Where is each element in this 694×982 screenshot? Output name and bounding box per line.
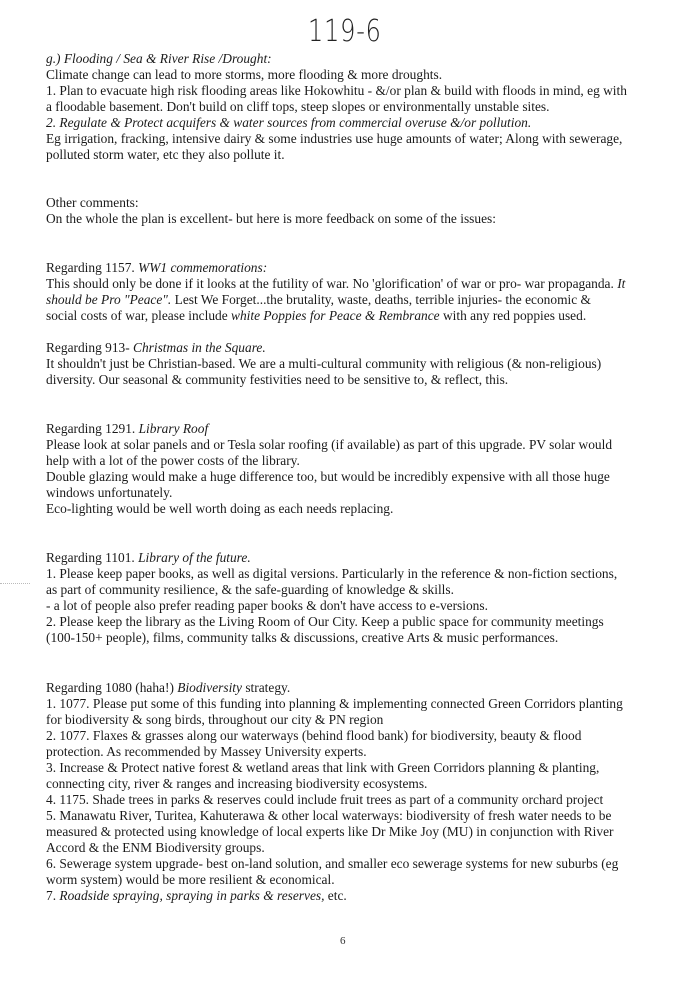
section-heading (46, 260, 656, 276)
text-line: as part of community resilience, & the safe-guarding of knowledge & skills. (46, 582, 454, 597)
text-line: Accord & the ENM Biodiversity groups. (46, 840, 265, 855)
text-line: On the whole the plan is excellent- but here is more feedback on some of the issues: (46, 211, 496, 226)
text-span: white Poppies for Peace & Rembrance (231, 308, 440, 323)
text-line: Please look at solar panels and or Tesla solar roofing (if available) as part of this upgrade. PV solar would (46, 437, 613, 452)
text-line: connecting city, river & ranges and increasing biodiversity ecosystems. (46, 776, 428, 791)
text-line (46, 888, 656, 904)
heading-prefix: Regarding 1291. (46, 421, 139, 436)
text-span: social costs of war, please include (46, 308, 232, 323)
text-line: Climate change can lead to more storms, more flooding & more droughts. (46, 67, 443, 82)
text-line: It shouldn't just be Christian-based. We are a multi-cultural community with religious (& non-religious) (46, 356, 602, 371)
text-line: help with a lot of the power costs of the library. (46, 453, 300, 468)
text-span: with any red poppies used. (439, 308, 587, 323)
heading-suffix: strategy. (241, 680, 291, 695)
text-span: This should only be done if it looks at the futility of war. No 'glorification' of war or pro- war propaganda. (46, 276, 618, 291)
text-line: worm system) would be more resilient & economical. (46, 872, 335, 887)
section-1291 (46, 421, 656, 517)
heading-title: Library Roof (138, 421, 209, 436)
text-line: 3. Increase & Protect native forest & wetland areas that link with Green Corridors planning & planting, (46, 760, 600, 775)
section-heading (46, 340, 656, 356)
section-1080 (46, 680, 656, 904)
text-line: 1. 1077. Please put some of this funding into planning & implementing connected Green Corridors planting (46, 696, 623, 711)
text-line: 1. Plan to evacuate high risk flooding areas like Hokowhitu - &/or plan & build with floods in mind, eg with (46, 83, 627, 98)
text-line: 6. Sewerage system upgrade- best on-land solution, and smaller eco sewerage systems for new suburbs (eg (46, 856, 619, 871)
text-line (46, 308, 656, 324)
section-heading (46, 550, 656, 566)
scan-artifact-line (0, 583, 30, 585)
text-line (46, 276, 656, 292)
heading-title: Christmas in the Square. (133, 340, 266, 355)
text-span: etc. (324, 888, 347, 903)
text-line: Eg irrigation, fracking, intensive dairy & some industries use huge amounts of water; Along with sewerage, (46, 131, 623, 146)
text-line: - a lot of people also prefer reading paper books & don't have access to e-versions. (46, 598, 488, 613)
text-line: 4. 1175. Shade trees in parks & reserves could include fruit trees as part of a community orchard project (46, 792, 604, 807)
text-line: a floodable basement. Don't build on cliff tops, steep slopes or environmentally unstable sites. (46, 99, 550, 114)
handwritten-reference: 119-6 (308, 14, 382, 49)
text-span: Roadside spraying, spraying in parks & reserves, (59, 888, 325, 903)
section-heading: g.) Flooding / Sea & River Rise /Drought: (46, 51, 272, 66)
text-line: 5. Manawatu River, Turitea, Kahuterawa & other local waterways: biodiversity of fresh water needs to be (46, 808, 612, 823)
text-line: protection. As recommended by Massey University experts. (46, 744, 367, 759)
section-913 (46, 340, 656, 388)
text-line: Double glazing would make a huge difference too, but would be incredibly expensive with all those huge (46, 469, 610, 484)
text-span: It (617, 276, 626, 291)
text-span: should be Pro "Peace". (46, 292, 172, 307)
text-line: 2. 1077. Flaxes & grasses along our waterways (behind flood bank) for biodiversity, beauty & flood (46, 728, 582, 743)
heading-title: WW1 commemorations: (138, 260, 268, 275)
heading-prefix: Regarding 1101. (46, 550, 139, 565)
section-heading (46, 680, 656, 696)
section-heading (46, 421, 656, 437)
page-number: 6 (340, 935, 346, 947)
text-line: 2. Please keep the library as the Living Room of Our City. Keep a public space for community meetings (46, 614, 604, 629)
section-heading: Other comments: (46, 195, 139, 210)
text-line: windows unfortunately. (46, 485, 173, 500)
heading-title: Biodiversity (177, 680, 242, 695)
heading-title: Library of the future. (138, 550, 251, 565)
heading-prefix: Regarding 1080 (haha!) (46, 680, 178, 695)
text-line: diversity. Our seasonal & community festivities need to be sensitive to, & reflect, this. (46, 372, 509, 387)
text-line: (100-150+ people), films, community talks & discussions, creative Arts & music performances. (46, 630, 559, 645)
heading-prefix: Regarding 1157. (46, 260, 139, 275)
section-flooding (46, 51, 656, 163)
text-span: Lest We Forget...the brutality, waste, deaths, terrible injuries- the economic & (171, 292, 591, 307)
section-1101 (46, 550, 656, 646)
text-span: 7. (46, 888, 60, 903)
text-line: 2. Regulate & Protect acquifers & water sources from commercial overuse &/or pollution. (46, 115, 532, 130)
section-1157 (46, 260, 656, 324)
section-other-comments (46, 195, 656, 227)
text-line: measured & protected using knowledge of local experts like Dr Mike Joy (MU) in conjunction with River (46, 824, 614, 839)
heading-prefix: Regarding 913- (46, 340, 134, 355)
text-line: Eco-lighting would be well worth doing as each needs replacing. (46, 501, 394, 516)
text-line: polluted storm water, etc they also pollute it. (46, 147, 285, 162)
text-line (46, 292, 656, 308)
text-line: for biodiversity & song birds, throughout our city & PN region (46, 712, 384, 727)
text-line: 1. Please keep paper books, as well as digital versions. Particularly in the reference & non-fiction sections, (46, 566, 618, 581)
